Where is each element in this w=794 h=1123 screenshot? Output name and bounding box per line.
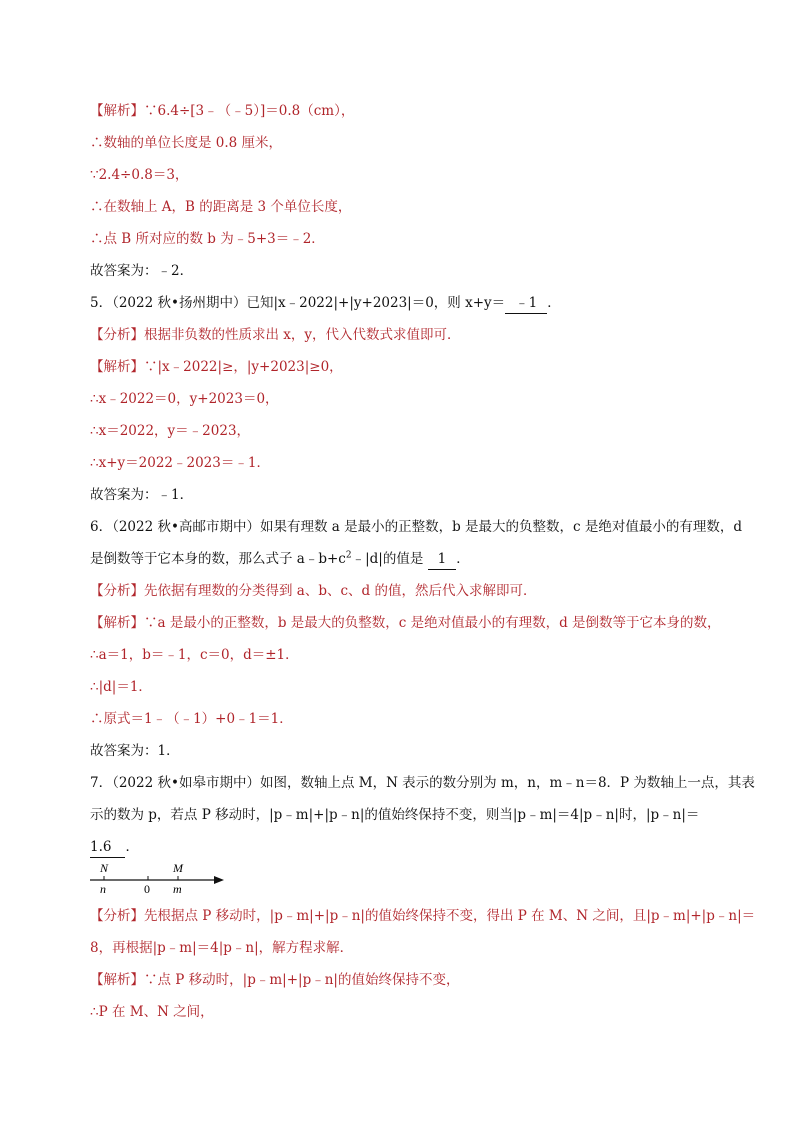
q5-solution-line-4: ∴x+y＝2022﹣2023＝﹣1． bbox=[90, 455, 270, 471]
q6-solution-line-4: ∴原式＝1﹣（﹣1）+0﹣1＝1． bbox=[90, 711, 293, 727]
q5-solution-line-2: ∴x﹣2022＝0，y+2023＝0， bbox=[90, 391, 279, 407]
q7-solution-line-2: ∴P 在 M、N 之间， bbox=[90, 1004, 214, 1020]
q7-solution-line-1: 【解析】∵点 P 移动时，|p﹣m|+|p﹣n|的值始终保持不变， bbox=[90, 972, 460, 988]
q7-stem-end: ． bbox=[125, 839, 139, 855]
label-n: n bbox=[100, 882, 106, 896]
q4-solution-line-1: 【解析】∵6.4÷[3﹣（﹣5）]＝0.8（cm）， bbox=[90, 103, 355, 119]
number-line-figure bbox=[90, 860, 230, 900]
q6-solution-line-1: 【解析】∵a 是最小的正整数，b 是最大的负整数，c 是绝对值最小的有理数，d 是倒数等于它本身的数， bbox=[90, 615, 721, 631]
q6-superscript: 2 bbox=[345, 550, 352, 561]
q6-analysis: 【分析】先依据有理数的分类得到 a、b、c、d 的值，然后代入求解即可． bbox=[90, 583, 537, 599]
q7-stem-line-1: 7．（2022 秋•如皋市期中）如图，数轴上点 M，N 表示的数分别为 m，n，m﹣n＝8．P 为数轴上一点，其表 bbox=[90, 775, 755, 791]
q4-final-answer: 故答案为：﹣2． bbox=[90, 263, 194, 279]
q6-stem-text-b: ﹣|d|的值是 bbox=[351, 551, 424, 567]
q4-solution-line-3: ∵2.4÷0.8＝3， bbox=[90, 167, 189, 183]
q6-solution-line-3: ∴|d|＝1． bbox=[90, 679, 152, 695]
q7-answer-blank: 1.6 bbox=[90, 837, 125, 858]
q4-solution-line-5: ∴点 B 所对应的数 b 为﹣5+3＝﹣2． bbox=[90, 231, 325, 247]
q7-stem-line-2: 示的数为 p，若点 P 移动时，|p﹣m|+|p﹣n|的值始终保持不变，则当|p﹣m|＝4|p﹣n|时，|p﹣n|＝ bbox=[90, 807, 700, 823]
q6-stem-line-2 bbox=[90, 549, 470, 570]
label-zero: 0 bbox=[144, 882, 150, 896]
q6-final-answer: 故答案为：1． bbox=[90, 743, 180, 759]
arrow-head-icon bbox=[214, 876, 224, 884]
q4-solution-line-2: ∴数轴的单位长度是 0.8 厘米， bbox=[90, 135, 283, 151]
q5-stem bbox=[90, 293, 561, 314]
q5-stem-end: ． bbox=[547, 295, 561, 311]
q5-final-answer: 故答案为：﹣1． bbox=[90, 487, 194, 503]
label-N: N bbox=[100, 861, 109, 875]
q7-stem-line-3 bbox=[90, 837, 139, 858]
label-m: m bbox=[173, 882, 182, 896]
q7-analysis-line-1: 【分析】先根据点 P 移动时，|p﹣m|+|p﹣n|的值始终保持不变，得出 P 在 M、N 之间，且|p﹣m|+|p﹣n|＝ bbox=[90, 908, 756, 924]
q5-solution-line-3: ∴x＝2022，y＝﹣2023， bbox=[90, 423, 251, 439]
q6-answer-blank: 1 bbox=[428, 549, 457, 570]
q5-answer-blank: ﹣1 bbox=[505, 293, 547, 314]
q6-stem-text: 是倒数等于它本身的数，那么式子 a﹣b+c bbox=[90, 551, 346, 567]
q4-solution-line-4: ∴在数轴上 A，B 的距离是 3 个单位长度， bbox=[90, 199, 352, 215]
q6-stem-line-1: 6．（2022 秋•高邮市期中）如果有理数 a 是最小的正整数，b 是最大的负整数，c 是绝对值最小的有理数，d bbox=[90, 519, 743, 535]
q5-solution-line-1: 【解析】∵|x﹣2022|≥，|y+2023|≥0， bbox=[90, 359, 343, 375]
q7-analysis-line-2: 8，再根据|p﹣m|＝4|p﹣n|，解方程求解． bbox=[90, 940, 354, 956]
label-M: M bbox=[173, 861, 183, 875]
q6-stem-end: ． bbox=[456, 551, 470, 567]
q6-solution-line-2: ∴a＝1，b＝﹣1，c＝0，d＝±1． bbox=[90, 647, 299, 663]
q5-stem-text: 5．（2022 秋•扬州期中）已知|x﹣2022|+|y+2023|＝0，则 x+y＝ bbox=[90, 295, 506, 311]
q5-analysis: 【分析】根据非负数的性质求出 x，y，代入代数式求值即可． bbox=[90, 327, 461, 343]
